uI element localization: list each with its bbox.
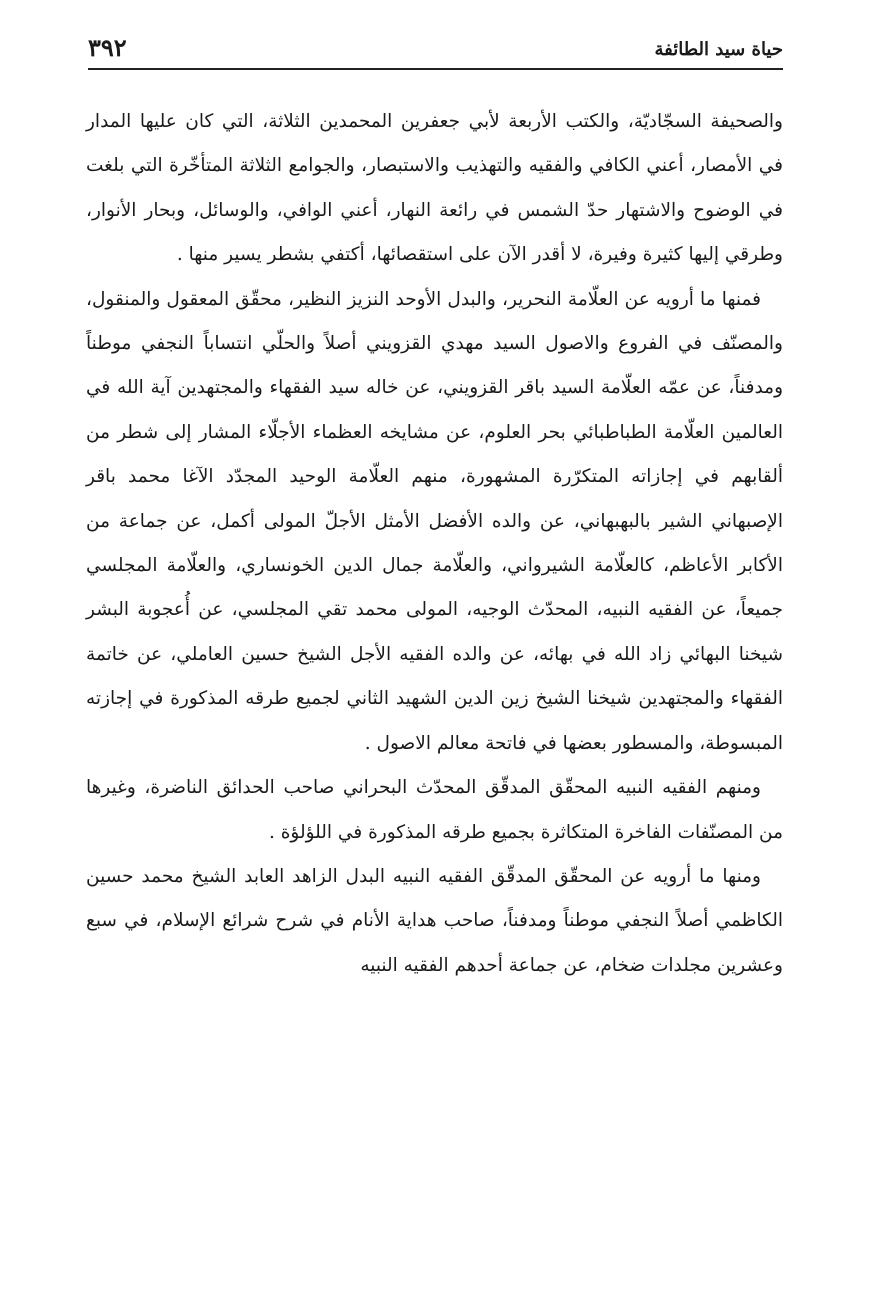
paragraph: فمنها ما أرويه عن العلّامة النحرير، والبدل الأوحد النزيز النظير، محقّق المعقول والمنقول، والمصنّف في الفروع والاصول السيد مهدي القزويني أصلاً والحلّي انتساباً النجفي موطناً ومدفناً، عن عمّه العلّامة السيد باقر القزويني، عن خاله سيد الفقهاء والمجتهدين آية الله في العالمين العلّامة الطباطبائي بحر العلوم، عن مشايخه العظماء الأجلّاء المشار إلى شطر من ألقابهم في إجازاته المتكرّرة المشهورة، منهم العلّامة الوحيد المجدّد الآغا محمد باقر الإصبهاني الشير بالبهبهاني، عن والده الأفضل الأمثل الأجلّ المولى أكمل، عن جماعة من الأكابر الأعاظم، كالعلّامة الشيرواني، والعلّامة جمال الدين الخونساري، والعلّامة المجلسي جميعاً، عن الفقيه النبيه، المحدّث الوجيه، المولى محمد تقي المجلسي، عن أُعجوبة البشر شيخنا البهائي زاد الله في بهائه، عن والده الفقيه الأجل الشيخ حسين العاملي، عن خاتمة الفقهاء والمجتهدين شيخنا الشيخ زين الدين الشهيد الثاني لجميع طرقه المذكورة في إجازته المبسوطة، والمسطور بعضها في فاتحة معالم الاصول . <box>86 288 783 754</box>
body-text <box>86 100 783 988</box>
page-number: ٣٩٢ <box>88 33 127 62</box>
paragraph: ومنهم الفقيه النبيه المحقّق المدقّق المحدّث البحراني صاحب الحدائق الناضرة، وغيرها من المصنّفات الفاخرة المتكاثرة بجميع طرقه المذكورة في اللؤلؤة . <box>86 777 783 843</box>
paragraph: والصحيفة السجّاديّة، والكتب الأربعة لأبي جعفرين المحمدين الثلاثة، التي كان عليها المدار في الأمصار، أعني الكافي والفقيه والتهذيب والاستبصار، والجوامع الثلاثة المتأخّرة التي بلغت في الوضوح والاشتهار حدّ الشمس في رائعة النهار، أعني الوافي، والوسائل، وبحار الأنوار، وطرقي إليها كثيرة وفيرة، لا أقدر الآن على استقصائها، أكتفي بشطر يسير منها . <box>86 111 783 266</box>
page-header <box>88 28 783 70</box>
running-title: حياة سيد الطائفة <box>654 39 783 60</box>
paragraph: ومنها ما أرويه عن المحقّق المدقّق الفقيه النبيه البدل الزاهد العابد الشيخ محمد حسين الكاظمي أصلاً النجفي موطناً ومدفناً، صاحب هداية الأنام في شرح شرائع الإسلام، في سبع وعشرين مجلدات ضخام، عن جماعة أحدهم الفقيه النبيه <box>86 865 783 976</box>
